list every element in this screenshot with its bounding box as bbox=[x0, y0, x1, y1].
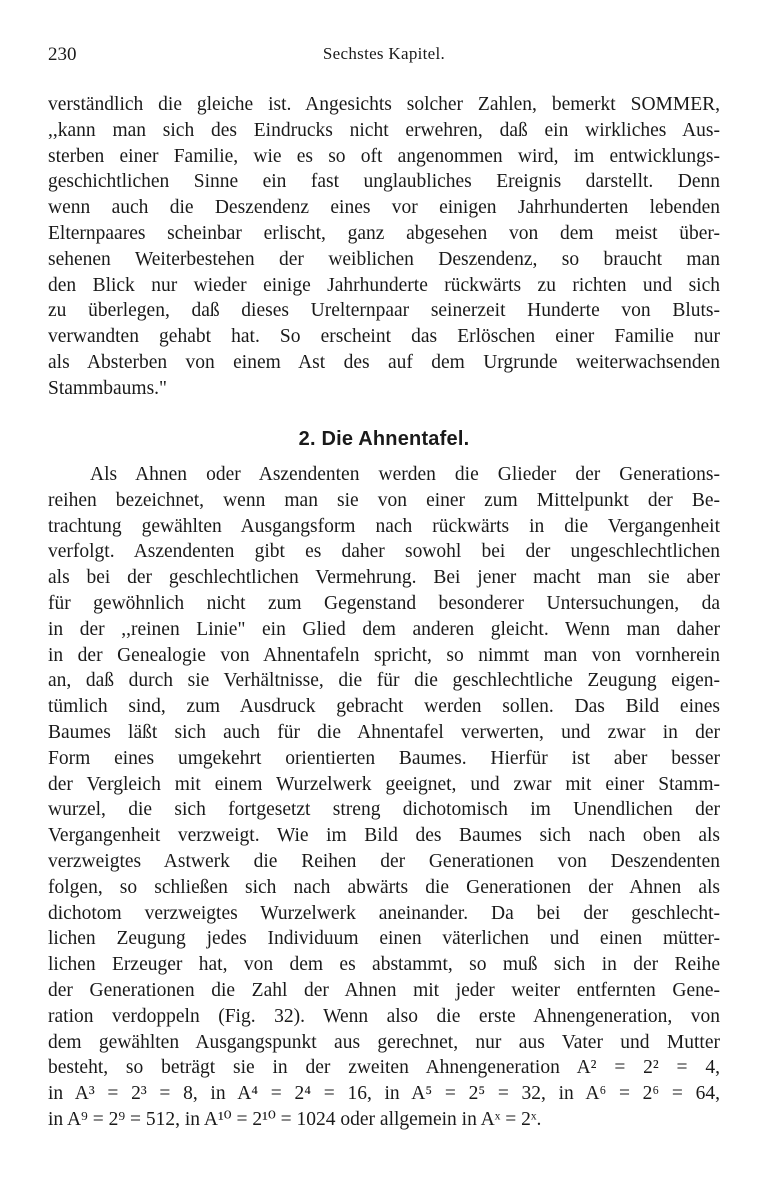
text-line: der Vergleich mit einem Wurzelwerk geeignet, und zwar mit einer Stamm- bbox=[48, 773, 720, 795]
quote-paragraph bbox=[48, 92, 720, 402]
text-line: in A⁹ = 2⁹ = 512, in A¹⁰ = 2¹⁰ = 1024 oder allgemein in Aˣ = 2ˣ. bbox=[48, 1108, 542, 1130]
text-line: als Absterben von einem Ast des auf dem Urgrunde weiterwachsenden bbox=[48, 351, 720, 373]
text-line: der Generationen die Zahl der Ahnen mit jeder weiter entfernten Gene- bbox=[48, 979, 720, 1001]
text-line: wenn auch die Deszendenz eines vor einigen Jahrhunderten lebenden bbox=[48, 197, 720, 219]
text-line: Stammbaums." bbox=[48, 377, 167, 399]
text-line: in A³ = 2³ = 8, in A⁴ = 2⁴ = 16, in A⁵ = 2⁵ = 32, in A⁶ = 2⁶ = 64, bbox=[48, 1083, 720, 1105]
text-line: sehenen Weiterbestehen der weiblichen Deszendenz, so braucht man bbox=[48, 248, 720, 270]
text-line: tümlich sind, zum Ausdruck gebracht werden sollen. Das Bild eines bbox=[48, 696, 720, 718]
page-number: 230 bbox=[48, 44, 77, 65]
text-line: an, daß durch sie Verhältnisse, die für die geschlechtliche Zeugung eigen- bbox=[48, 670, 720, 692]
running-head bbox=[48, 44, 720, 74]
text-line: trachtung gewählten Ausgangsform nach rückwärts in die Vergangenheit bbox=[48, 515, 720, 537]
text-line: für gewöhnlich nicht zum Gegenstand besonderer Untersuchungen, da bbox=[48, 592, 720, 614]
text-line: ,,kann man sich des Eindrucks nicht erwehren, daß ein wirkliches Aus- bbox=[48, 119, 720, 141]
text-line: lichen Zeugung jedes Individuum einen väterlichen und einen mütter- bbox=[48, 928, 720, 950]
text-line: verwandten gehabt hat. So erscheint das Erlöschen einer Familie nur bbox=[48, 326, 720, 348]
text-line: lichen Erzeuger hat, von dem es abstammt, so muß sich in der Reihe bbox=[48, 954, 720, 976]
text-line: wurzel, die sich fortgesetzt streng dichotomisch im Unendlichen der bbox=[48, 799, 720, 821]
text-line: Vergangenheit verzweigt. Wie im Bild des Baumes sich nach oben als bbox=[48, 825, 720, 847]
text-line: Baumes läßt sich auch für die Ahnentafel verwerten, und zwar in der bbox=[48, 721, 720, 743]
text-line: besteht, so beträgt sie in der zweiten Ahnengeneration A² = 2² = 4, bbox=[48, 1057, 720, 1079]
text-line: den Blick nur wieder einige Jahrhunderte rückwärts zu richten und sich bbox=[48, 274, 720, 296]
text-line: dem gewählten Ausgangspunkt aus gerechnet, nur aus Vater und Mutter bbox=[48, 1031, 720, 1053]
text-line: folgen, so schließen sich nach abwärts die Generationen der Ahnen als bbox=[48, 876, 720, 898]
text-line: Elternpaares scheinbar erlischt, ganz abgesehen von dem meist über- bbox=[48, 222, 720, 244]
text-line: sterben einer Familie, wie es so oft angenommen wird, im entwicklungs- bbox=[48, 145, 720, 167]
text-line: verfolgt. Aszendenten gibt es daher sowohl bei der ungeschlechtlichen bbox=[48, 541, 720, 563]
text-line: ration verdoppeln (Fig. 32). Wenn also die erste Ahnengeneration, von bbox=[48, 1005, 720, 1027]
text-line: Als Ahnen oder Aszendenten werden die Glieder der Generations- bbox=[90, 464, 720, 485]
text-line: geschichtlichen Sinne ein fast unglaubliches Ereignis darstellt. Denn bbox=[48, 171, 720, 193]
text-line: in der ,,reinen Linie" ein Glied dem anderen gleicht. Wenn man daher bbox=[48, 618, 720, 640]
text-line: als bei der geschlechtlichen Vermehrung. Bei jener macht man sie aber bbox=[48, 567, 720, 589]
text-line: verzweigtes Astwerk die Reihen der Generationen von Deszendenten bbox=[48, 850, 720, 872]
text-line: reihen bezeichnet, wenn man sie von einer zum Mittelpunkt der Be- bbox=[48, 489, 720, 511]
running-title: Sechstes Kapitel. bbox=[322, 44, 446, 63]
text-line: Form eines umgekehrt orientierten Baumes. Hierfür ist aber besser bbox=[48, 747, 720, 769]
text-line: in der Genealogie von Ahnentafeln spricht, so nimmt man von vornherein bbox=[48, 644, 720, 666]
text-line: zu überlegen, daß dieses Urelternpaar seinerzeit Hunderte von Bluts- bbox=[48, 300, 720, 322]
section-heading: 2. Die Ahnentafel. bbox=[298, 428, 470, 450]
body-paragraph bbox=[48, 462, 720, 1133]
text-line: verständlich die gleiche ist. Angesichts solcher Zahlen, bemerkt SOMMER, bbox=[48, 94, 720, 115]
text-line: dichotom verzweigtes Wurzelwerk aneinander. Da bei der geschlecht- bbox=[48, 902, 720, 924]
